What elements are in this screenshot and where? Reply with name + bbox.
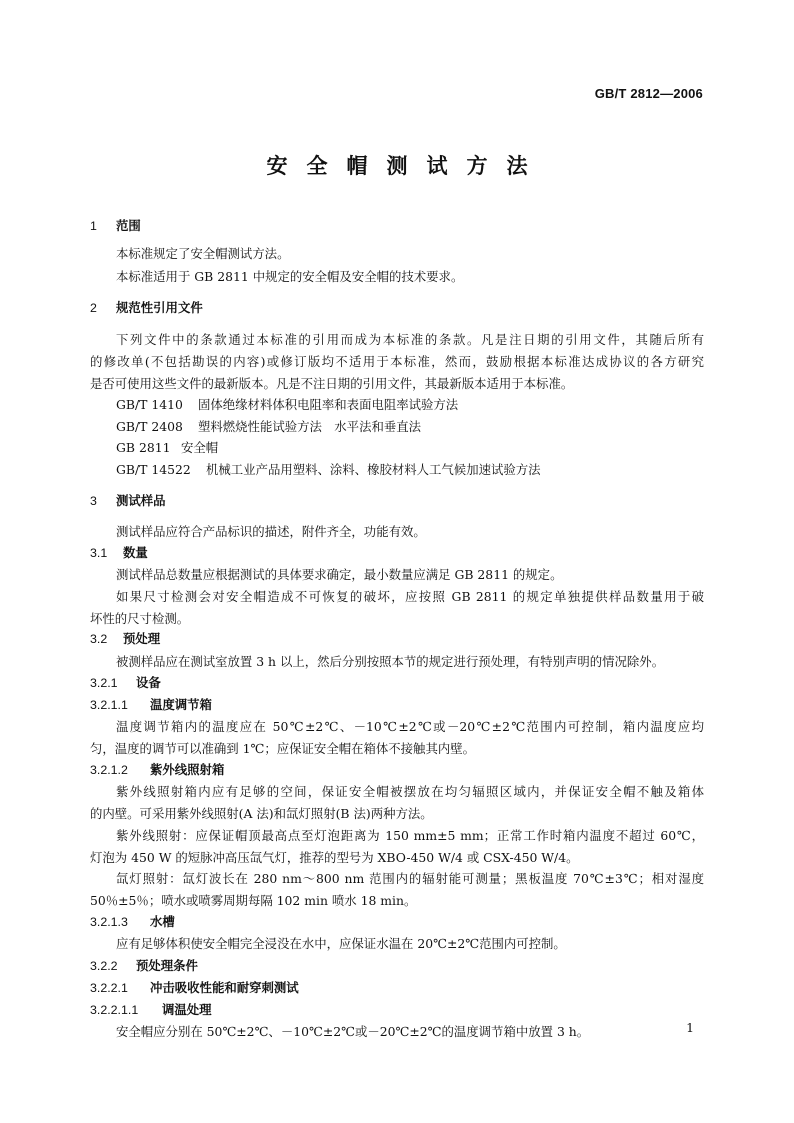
section-number: 3.2.2.1.1 <box>90 1003 139 1017</box>
section-heading-3-2 <box>90 628 704 650</box>
section-number: 3.2.1.1 <box>90 698 128 712</box>
reference-code: GB 2811 <box>116 440 171 455</box>
section-heading-1 <box>90 215 704 237</box>
section-heading-3-2-1-2 <box>90 759 704 781</box>
section-title: 测试样品 <box>116 493 166 508</box>
section-heading-3-2-1-1 <box>90 694 704 716</box>
section-number: 3.2.2 <box>90 959 118 973</box>
paragraph-line: 本标准适用于 GB 2811 中规定的安全帽及安全帽的技术要求。 <box>116 269 464 284</box>
section-title: 范围 <box>116 218 141 233</box>
section-title: 数量 <box>123 545 148 560</box>
section-number: 2 <box>90 301 97 315</box>
reference-item <box>116 416 704 438</box>
section-title: 设备 <box>136 675 161 690</box>
paragraph-line: 温度调节箱内的温度应在 50℃±2℃、－10℃±2℃或－20℃±2℃范围内可控制，箱内温度应均 <box>116 719 704 734</box>
section-number: 3.2.2.1 <box>90 981 128 995</box>
paragraph-line: 氙灯照射：氙灯波长在 280 nm～800 nm 范围内的辐射能可测量；黑板温度 70℃±3℃；相对湿度 <box>116 871 704 886</box>
section-title: 预处理 <box>123 631 161 646</box>
section-heading-3-2-2-1-1 <box>90 999 704 1021</box>
paragraph-line: 紫外线照射箱内应有足够的空间，保证安全帽被摆放在均匀辐照区域内，并保证安全帽不触及箱体 <box>116 784 704 799</box>
paragraph-line: 应有足够体积使安全帽完全浸没在水中，应保证水温在 20℃±2℃范围内可控制。 <box>116 936 566 951</box>
section-heading-2 <box>90 297 704 319</box>
reference-code: GB/T 1410 <box>116 397 183 412</box>
section-number: 3.2.1.2 <box>90 763 128 777</box>
section-number: 3.1 <box>90 546 108 560</box>
reference-item <box>116 394 704 416</box>
section-title: 预处理条件 <box>136 958 198 973</box>
paragraph-line: 测试样品总数量应根据测试的具体要求确定，最小数量应满足 GB 2811 的规定。 <box>116 567 563 582</box>
paragraph-line: 是否可使用这些文件的最新版本。凡是不注日期的引用文件，其最新版本适用于本标准。 <box>90 376 574 391</box>
paragraph-line: 如果尺寸检测会对安全帽造成不可恢复的破坏，应按照 GB 2811 的规定单独提供样品数量用于破 <box>116 589 704 604</box>
paragraph-line: 匀，温度的调节可以准确到 1℃；应保证安全帽在箱体不接触其内壁。 <box>90 741 476 756</box>
paragraph-line: 紫外线照射：应保证帽顶最高点至灯泡距离为 150 mm±5 mm；正常工作时箱内温度不超过 60℃， <box>116 828 704 843</box>
section-number: 3.2.1.3 <box>90 915 128 929</box>
paragraph-line: 被测样品应在测试室放置 3 h 以上，然后分别按照本节的规定进行预处理，有特别声明的情况除外。 <box>116 654 665 669</box>
section-number: 3 <box>90 494 97 508</box>
section-heading-3-2-2-1 <box>90 977 704 999</box>
section-heading-3 <box>90 490 704 512</box>
section-heading-3-2-2 <box>90 955 704 977</box>
section-title: 温度调节箱 <box>150 697 212 712</box>
reference-item <box>116 437 704 459</box>
paragraph-line: 本标准规定了安全帽测试方法。 <box>116 246 290 261</box>
section-number: 1 <box>90 219 97 233</box>
reference-code: GB/T 2408 <box>116 419 183 434</box>
paragraph-line: 安全帽应分别在 50℃±2℃、－10℃±2℃或－20℃±2℃的温度调节箱中放置 3 h。 <box>116 1024 590 1039</box>
section-heading-3-2-1 <box>90 672 704 694</box>
section-title: 冲击吸收性能和耐穿刺测试 <box>150 980 299 995</box>
reference-title: 机械工业产品用塑料、涂料、橡胶材料人工气候加速试验方法 <box>206 462 541 477</box>
paragraph-line: 灯泡为 450 W 的短脉冲高压氙气灯，推荐的型号为 XBO-450 W/4 或 CSX-450 W/4。 <box>90 850 579 865</box>
paragraph-line: 坏性的尺寸检测。 <box>90 611 190 626</box>
section-heading-3-1 <box>90 542 704 564</box>
reference-item <box>116 459 704 481</box>
paragraph-line: 下列文件中的条款通过本标准的引用而成为本标准的条款。凡是注日期的引用文件，其随后所有 <box>116 332 704 347</box>
reference-title: 塑料燃烧性能试验方法 水平法和垂直法 <box>198 419 422 434</box>
document-title: 安全帽测试方法 <box>266 154 547 178</box>
section-title: 水槽 <box>150 914 175 929</box>
paragraph-line: 的内壁。可采用紫外线照射(A 法)和氙灯照射(B 法)两种方法。 <box>90 806 433 821</box>
paragraph-line: 测试样品应符合产品标识的描述，附件齐全，功能有效。 <box>116 524 426 539</box>
standard-number: GB/T 2812—2006 <box>594 86 703 101</box>
section-title: 紫外线照射箱 <box>150 762 225 777</box>
page-number: 1 <box>686 1020 694 1035</box>
section-number: 3.2 <box>90 632 108 646</box>
paragraph-line: 50％±5％；喷水或喷雾周期每隔 102 min 喷水 18 min。 <box>90 893 417 908</box>
section-number: 3.2.1 <box>90 676 118 690</box>
section-title: 规范性引用文件 <box>116 300 203 315</box>
reference-title: 固体绝缘材料体积电阻率和表面电阻率试验方法 <box>198 397 459 412</box>
reference-code: GB/T 14522 <box>116 462 191 477</box>
section-title: 调温处理 <box>162 1002 212 1017</box>
section-heading-3-2-1-3 <box>90 911 704 933</box>
paragraph-line: 的修改单(不包括勘误的内容)或修订版均不适用于本标准，然而，鼓励根据本标准达成协议的各方研究 <box>90 354 704 369</box>
reference-title: 安全帽 <box>181 440 219 455</box>
